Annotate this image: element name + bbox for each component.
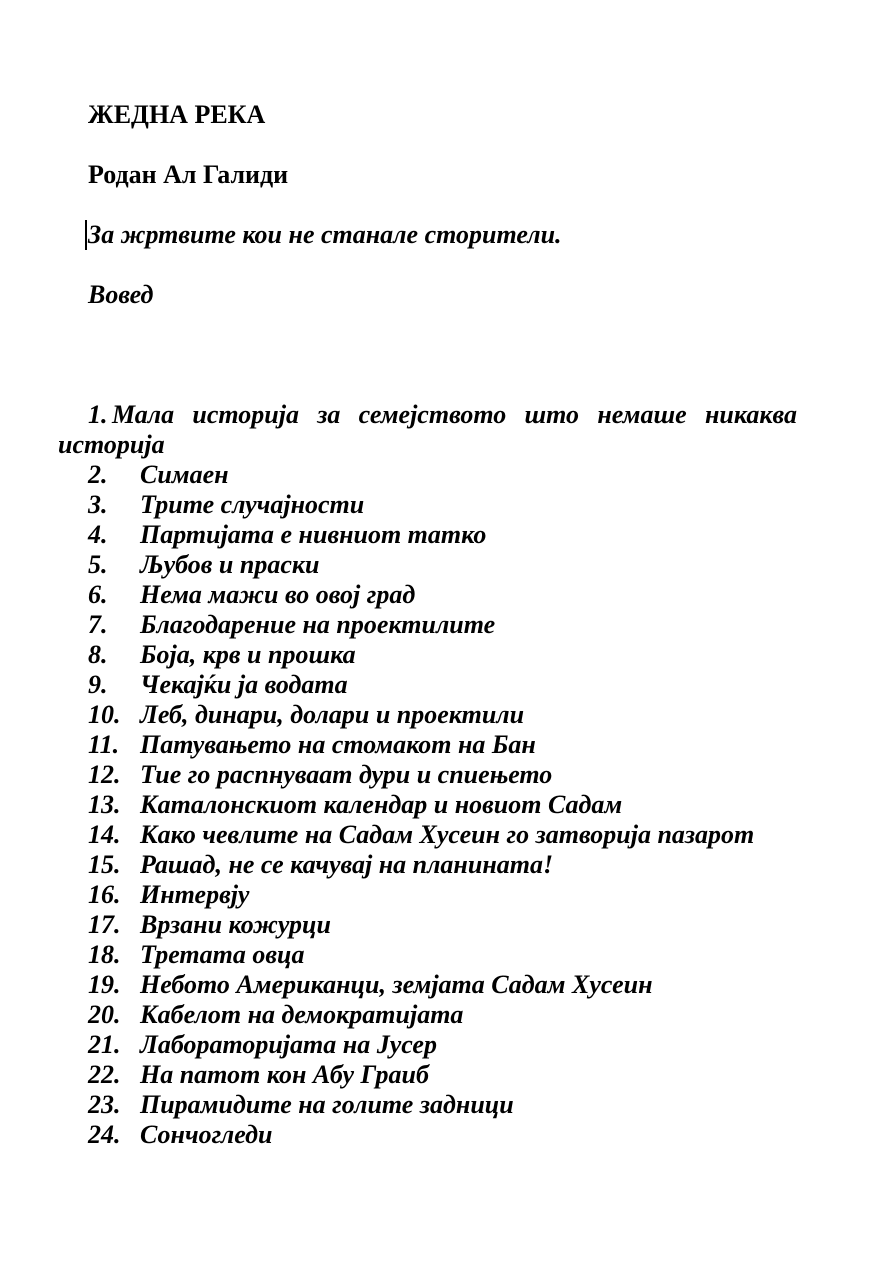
- chapter-number: 9.: [88, 670, 108, 699]
- chapter-list-item[interactable]: [58, 940, 797, 970]
- chapter-title: Партијата е нивниот татко: [140, 520, 487, 549]
- chapter-title: Лабораторијата на Јусер: [140, 1030, 437, 1059]
- chapter-list: [58, 400, 797, 1150]
- chapter-title: Патувањето на стомакот на Бан: [140, 730, 536, 759]
- chapter-number: 4.: [88, 520, 108, 549]
- dedication-text: За жртвите кои не станале сторители.: [88, 220, 562, 249]
- chapter-number: 18.: [88, 940, 121, 969]
- chapter-title: Нема мажи во овој град: [140, 580, 416, 609]
- chapter-number: 14.: [88, 820, 121, 849]
- chapter-number: 10.: [88, 700, 121, 729]
- chapter-number: 13.: [88, 790, 121, 819]
- chapter-number: 22.: [88, 1060, 121, 1089]
- chapter-number: 8.: [88, 640, 108, 669]
- chapter-title: Сончогледи: [140, 1120, 273, 1149]
- chapter-list-item[interactable]: [58, 670, 797, 700]
- chapter-title: Каталонскиот календар и новиот Садам: [140, 790, 623, 819]
- chapter-list-item[interactable]: [58, 820, 797, 850]
- chapter-list-item[interactable]: [58, 640, 797, 670]
- chapter-number: 3.: [88, 490, 108, 519]
- chapter-number: 6.: [88, 580, 108, 609]
- chapter-title: Љубов и праски: [140, 550, 320, 579]
- chapter-list-item[interactable]: [58, 400, 797, 460]
- chapter-title: Како чевлите на Садам Хусеин го затворија пазарот: [140, 820, 755, 849]
- chapter-list-item[interactable]: [58, 880, 797, 910]
- chapter-title: Трите случајности: [140, 490, 365, 519]
- document-title[interactable]: ЖЕДНА РЕКА: [88, 100, 266, 129]
- chapter-number: 5.: [88, 550, 108, 579]
- chapter-list-item[interactable]: [58, 1090, 797, 1120]
- chapter-title: Леб, динари, долари и проектили: [140, 700, 525, 729]
- chapter-list-item[interactable]: [58, 790, 797, 820]
- chapter-list-item[interactable]: [58, 610, 797, 640]
- chapter-title: Мала историја за семејството што немаше никаква историја: [58, 400, 797, 459]
- chapter-title: Пирамидите на голите задници: [140, 1090, 514, 1119]
- chapter-title: Симаен: [140, 460, 229, 489]
- chapter-title: Рашад, не се качувај на планината!: [140, 850, 554, 879]
- chapter-number: 24.: [88, 1120, 121, 1149]
- chapter-list-item[interactable]: [58, 520, 797, 550]
- chapter-number: 11.: [88, 730, 120, 759]
- chapter-list-item[interactable]: [58, 1060, 797, 1090]
- chapter-number: 19.: [88, 970, 121, 999]
- chapter-title: Боја, крв и прошка: [140, 640, 356, 669]
- chapter-list-item[interactable]: [58, 730, 797, 760]
- chapter-list-item[interactable]: [58, 1030, 797, 1060]
- chapter-list-item[interactable]: [58, 580, 797, 610]
- dedication-line[interactable]: [58, 220, 797, 250]
- chapter-list-item[interactable]: [58, 550, 797, 580]
- chapter-list-item[interactable]: [58, 850, 797, 880]
- chapter-title: Врзани кожурци: [140, 910, 331, 939]
- chapter-title: На патот кон Абу Граиб: [140, 1060, 429, 1089]
- chapter-list-item[interactable]: [58, 1000, 797, 1030]
- chapter-title: Тие го распнуваат дури и спиењето: [140, 760, 553, 789]
- section-heading[interactable]: Вовед: [88, 280, 154, 309]
- chapter-number: 12.: [88, 760, 121, 789]
- chapter-list-item[interactable]: [58, 760, 797, 790]
- chapter-list-item[interactable]: [58, 490, 797, 520]
- chapter-number: 7.: [88, 610, 108, 639]
- chapter-list-item[interactable]: [58, 460, 797, 490]
- chapter-list-item[interactable]: [58, 700, 797, 730]
- chapter-title: Чекајќи ја водата: [140, 670, 348, 699]
- chapter-title: Третата овца: [140, 940, 305, 969]
- chapter-number: 23.: [88, 1090, 121, 1119]
- chapter-title: Благодарение на проектилите: [140, 610, 496, 639]
- chapter-title: Интервју: [140, 880, 250, 909]
- chapter-number: 2.: [88, 460, 108, 489]
- chapter-list-item[interactable]: [58, 1120, 797, 1150]
- chapter-number: 17.: [88, 910, 121, 939]
- chapter-title: Кабелот на демократијата: [140, 1000, 464, 1029]
- chapter-number: 15.: [88, 850, 121, 879]
- chapter-number: 20.: [88, 1000, 121, 1029]
- chapter-number: 16.: [88, 880, 121, 909]
- chapter-list-item[interactable]: [58, 970, 797, 1000]
- document-author[interactable]: Родан Ал Галиди: [88, 160, 289, 189]
- chapter-number: 1.: [88, 400, 108, 429]
- text-cursor-caret: [85, 220, 87, 250]
- chapter-list-item[interactable]: [58, 910, 797, 940]
- chapter-title: Небото Американци, земјата Садам Хусеин: [140, 970, 653, 999]
- chapter-number: 21.: [88, 1030, 121, 1059]
